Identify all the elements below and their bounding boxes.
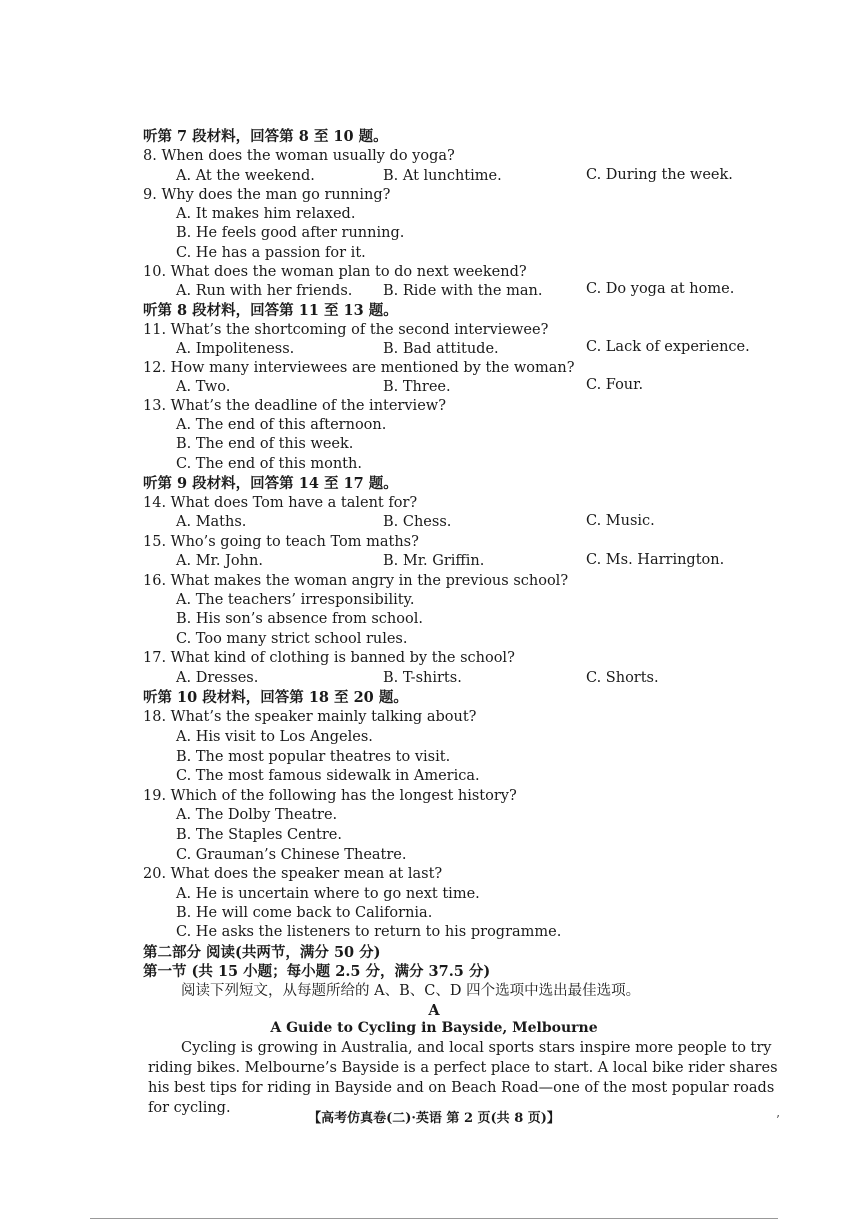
passage-paragraph: Cycling is growing in Australia, and local sports stars inspire more people to try riding bikes. Melbourne’s Bayside is a perfect place to start. A local bike rider shares his best tips for riding in Bayside and on Beach Road—one of the most popular roads for cycling. (148, 1040, 778, 1116)
question-20: 20. What does the speaker mean at last? (143, 866, 443, 882)
passage-title: A Guide to Cycling in Bayside, Melbourne (270, 1020, 598, 1036)
q15-option-b: B. Mr. Griffin. (383, 553, 485, 569)
q20-option-a: A. He is uncertain where to go next time. (176, 886, 480, 902)
q16-option-a: A. The teachers’ irresponsibility. (176, 592, 415, 608)
bottom-rule (90, 1218, 778, 1219)
q15-option-c: C. Ms. Harrington. (586, 552, 725, 568)
q16-option-c: C. Too many strict school rules. (176, 631, 408, 647)
q14-option-c: C. Music. (586, 513, 655, 529)
q12-option-c: C. Four. (586, 377, 644, 393)
question-16: 16. What makes the woman angry in the previous school? (143, 573, 569, 589)
question-15: 15. Who’s going to teach Tom maths? (143, 534, 419, 550)
q8-option-a: A. At the weekend. (176, 168, 315, 184)
question-10: 10. What does the woman plan to do next weekend? (143, 264, 527, 280)
q17-option-c: C. Shorts. (586, 670, 659, 686)
q17-option-a: A. Dresses. (176, 670, 259, 686)
q17-option-b: B. T-shirts. (383, 670, 462, 686)
q8-option-b: B. At lunchtime. (383, 168, 502, 184)
reading-instruction: 阅读下列短文，从每题所给的 A、B、C、D 四个选项中选出最佳选项。 (181, 983, 641, 999)
part-two-heading: 第二部分 阅读(共两节，满分 50 分) (143, 944, 381, 961)
q13-option-a: A. The end of this afternoon. (176, 417, 387, 433)
section-one-heading: 第一节 (共 15 小题；每小题 2.5 分，满分 37.5 分) (143, 963, 491, 980)
q9-option-c: C. He has a passion for it. (176, 245, 366, 261)
question-8: 8. When does the woman usually do yoga? (143, 148, 455, 164)
q19-option-a: A. The Dolby Theatre. (176, 807, 338, 823)
q10-option-b: B. Ride with the man. (383, 283, 543, 299)
section-heading-8: 听第 8 段材料，回答第 11 至 13 题。 (143, 302, 398, 319)
q19-option-c: C. Grauman’s Chinese Theatre. (176, 847, 407, 863)
question-9: 9. Why does the man go running? (143, 187, 391, 203)
question-13: 13. What’s the deadline of the interview? (143, 398, 446, 414)
q9-option-a: A. It makes him relaxed. (176, 206, 356, 222)
question-14: 14. What does Tom have a talent for? (143, 495, 418, 511)
passage-letter: A (428, 1002, 440, 1019)
q12-option-a: A. Two. (176, 379, 231, 395)
question-11: 11. What’s the shortcoming of the second interviewee? (143, 322, 549, 338)
q13-option-b: B. The end of this week. (176, 436, 354, 452)
question-17: 17. What kind of clothing is banned by the school? (143, 650, 515, 666)
section-heading-7: 听第 7 段材料，回答第 8 至 10 题。 (143, 128, 388, 145)
question-12: 12. How many interviewees are mentioned by the woman? (143, 360, 575, 376)
page-footer: 【高考仿真卷(二)·英语 第 2 页(共 8 页)】 (308, 1111, 560, 1126)
q19-option-b: B. The Staples Centre. (176, 827, 342, 843)
q18-option-b: B. The most popular theatres to visit. (176, 749, 451, 765)
q14-option-a: A. Maths. (176, 514, 247, 530)
section-heading-10: 听第 10 段材料，回答第 18 至 20 题。 (143, 689, 408, 706)
q12-option-b: B. Three. (383, 379, 451, 395)
question-19: 19. Which of the following has the longest history? (143, 788, 517, 804)
q11-option-c: C. Lack of experience. (586, 339, 750, 355)
q13-option-c: C. The end of this month. (176, 456, 362, 472)
q20-option-c: C. He asks the listeners to return to his programme. (176, 924, 562, 940)
edge-mark: ’ (776, 1113, 780, 1127)
q9-option-b: B. He feels good after running. (176, 225, 405, 241)
q18-option-a: A. His visit to Los Angeles. (176, 729, 373, 745)
q10-option-a: A. Run with her friends. (176, 283, 353, 299)
q18-option-c: C. The most famous sidewalk in America. (176, 768, 480, 784)
question-18: 18. What’s the speaker mainly talking about? (143, 709, 477, 725)
q20-option-b: B. He will come back to California. (176, 905, 433, 921)
q8-option-c: C. During the week. (586, 167, 733, 183)
q15-option-a: A. Mr. John. (176, 553, 263, 569)
q16-option-b: B. His son’s absence from school. (176, 611, 423, 627)
section-heading-9: 听第 9 段材料，回答第 14 至 17 题。 (143, 475, 398, 492)
q10-option-c: C. Do yoga at home. (586, 281, 735, 297)
q14-option-b: B. Chess. (383, 514, 452, 530)
q11-option-a: A. Impoliteness. (176, 341, 295, 357)
q11-option-b: B. Bad attitude. (383, 341, 499, 357)
